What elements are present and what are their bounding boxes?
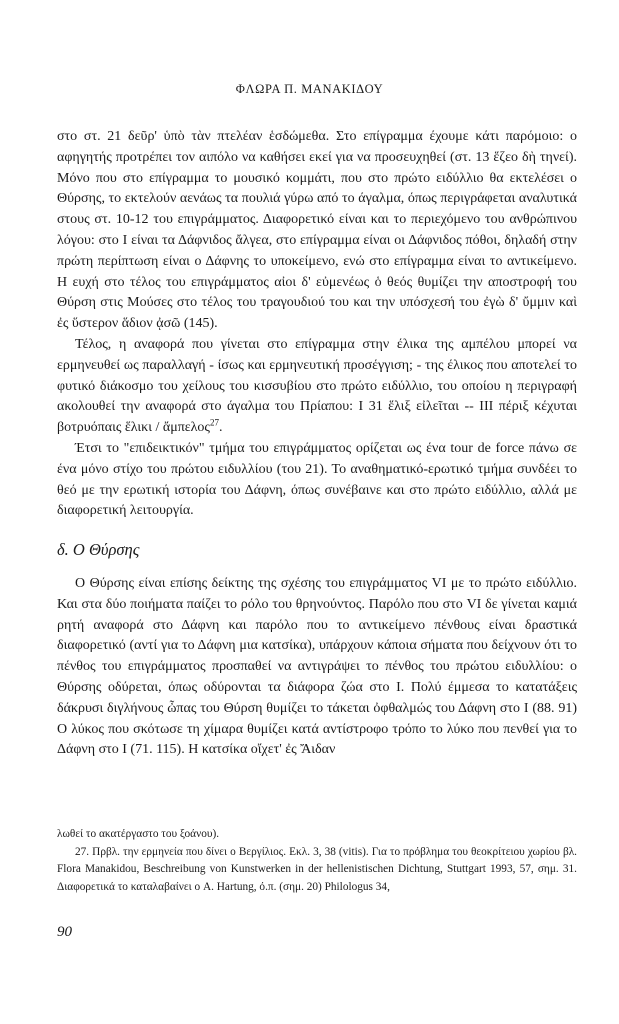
body-text bbox=[57, 127, 577, 522]
paragraph: Έτσι το "επιδεικτικόν" τμήμα του επιγράμματος ορίζεται ως ένα tour de force πάνω σε ένα μόνο στίχο του πρώτου ειδυλλίου (του 21). Το αναθηματικό-ερωτικό τμήμα συνδέει το θεό με την ερωτική ιστορία του Δάφνη, όπως συνέβαινε και στο πρώτο ειδύλλιο, αλλά με διαφορετική λειτουργία. bbox=[57, 440, 577, 519]
section-heading: δ. Ο Θύρσης bbox=[57, 540, 140, 559]
paragraph: Ο Θύρσης είναι επίσης δείκτης της σχέσης του επιγράμματος VI με το πρώτο ειδύλλιο. Και στα δύο ποιήματα παίζει το ρόλο του θρηνούντος. Παρόλο που στο VI δε γίνεται καμιά ρητή αναφορά στο Δάφνη και παρόλο που το αντικείμενο πένθους είναι δραστικά διαφορετικό (αντί για το Δάφνη μια κατσίκα), υπάρχουν κάποια σήματα που δείχνουν ότι το πένθος του επιγράμματος προσπαθεί να αντιγράψει το πένθος του πρώτου ειδυλλίου: ο Θύρσης οδύρεται, όπως οδύρονται τα διάφορα ζώα στο I. Πολύ έμμεσα το κατατάξεις δάκρυσι διγλήνους ὦπας του Θύρση θυμίζει το τάκεται ὀφθαλμώς του Δάφνη στο I (88. 91) Ο λύκος που σκότωσε τη χίμαρα θυμίζει κατά αντίστροφο τρόπο το λύκο που πενθεί για το Δάφνη στο I (71. 115). Η κατσίκα οἴχετ' ἐς Ἄιδαν bbox=[57, 576, 577, 758]
section-body bbox=[57, 574, 577, 761]
paragraph-text: Τέλος, η αναφορά που γίνεται στο επίγραμμα στην έλικα της αμπέλου μπορεί να ερμηνευθεί ως παραλλαγή - ίσως και ερμηνευτική προσέγγιση; - της έλικος που αποτελεί το φυτικό διάκοσμο του χείλους του κισσυβίου στο πρώτο ειδύλλιο, του οποίου η περιγραφή ακολουθεί την αναφορά στο άγαλμα του Πρίαπου: I 31 ἕλιξ εἰλεῖται -- III πέριξ κέχυται βοτρυόπαις ἕλικι / ἄμπελος bbox=[57, 336, 577, 436]
page-number: 90 bbox=[57, 924, 72, 940]
footnote-27: 27. Πρβλ. την ερμηνεία που δίνει ο Βεργίλιος. Εκλ. 3, 38 (vitis). Για το πρόβλημα του θεοκρίτειου χωρίου βλ. Flora Manakidou, Beschreibung von Kunstwerken in der hellenistischen Dichtung, Stuttgart 1993, 57, σημ. 31. Διαφορετικά το καταλαβαίνει ο A. Hartung, ό.π. (σημ. 20) Philologus 34, bbox=[57, 845, 577, 893]
running-head: ΦΛΩΡΑ Π. ΜΑΝΑΚΙΔΟΥ bbox=[235, 82, 384, 96]
footnote-ref: 27 bbox=[209, 417, 219, 428]
paragraph: στο στ. 21 δεῦρ' ὑπὸ τὰν πτελέαν ἑσδώμεθα. Στο επίγραμμα έχουμε κάτι παρόμοιο: ο αφηγητής προτρέπει τον αιπόλο να καθήσει εκεί για να προσευχηθεί (στ. 13 ἕζεο δὴ τηνεί). Μόνο που στο επίγραμμα το μουσικό κομμάτι, που στο πρώτο ειδύλλιο θα εκτελέσει ο Θύρσης, το εκτελούν αενάως τα πουλιά γύρω από το άγαλμα, όπως περιγράφεται αναλυτικά στους στ. 10-12 του επιγράμματος. Διαφορετικό είναι και το περιεχόμενο του ανθρώπινου λόγου: στο I είναι τα Δάφνιδος ἄλγεα, στο επίγραμμα είναι οι Δάφνιδος πόθοι, δηλαδή στην πρώτη περίπτωση είναι ο Δάφνης το υποκείμενο, ενώ στο επίγραμμα είναι το αντικείμενο. Η ευχή στο τέλος του επιγράμματος αἰοι δ' εὐμενέως ὁ θεός θυμίζει την αποστροφή του Θύρση στις Μούσες στο τέλος του τραγουδιού του και την υπόσχεσή του ἐγὼ δ' ὔμμιν καὶ ἐς ὕστερον ἅδιον ᾀσῶ (145). bbox=[57, 129, 577, 332]
paragraph: Τέλος, η αναφορά που γίνεται στο επίγραμμα στην έλικα της αμπέλου μπορεί να ερμηνευθεί ως παραλλαγή - ίσως και ερμηνευτική προσέγγιση; - της έλικος που αποτελεί το φυτικό διάκοσμο του χείλους του κισσυβίου στο πρώτο ειδύλλιο, του οποίου η περιγραφή ακολουθεί την αναφορά στο άγαλμα του Πρίαπου: I 31 ἕλιξ εἰλεῖται -- III πέριξ κέχυται βοτρυόπαις ἕλικι / ἄμπελος$^{27}$. bbox=[57, 336, 577, 436]
footnote-continuation: λωθεί το ακατέργαστο του ξοάνου). bbox=[57, 828, 220, 840]
footnotes bbox=[57, 826, 577, 896]
